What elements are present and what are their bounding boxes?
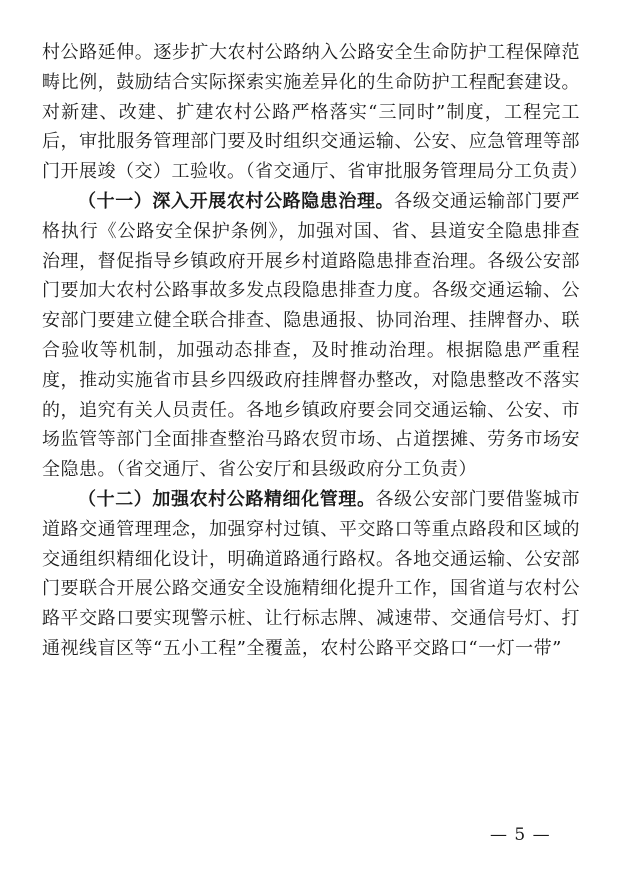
paragraph-text: 各级交通运输部门要严格执行《公路安全保护条例》，加强对国、省、县道安全隐患排查治理，督促指导乡镇政府开展乡村道路隐患排查治理。各级公安部门要加大农村公路事故多发点段隐患排查力度。各级交通运输、公安部门要建立健全联合排查、隐患通报、协同治理、挂牌督办、联合验收等机制，加强动态排查，及时推动治理。根据隐患严重程度，推动实施省市县乡四级政府挂牌督办整改，对隐患整改不落实的，追究有关人员责任。各地乡镇政府要会同交通运输、公安、市场监管等部门全面排查整治马路农贸市场、占道摆摊、劳务市场安全隐患。（省交通厅、省公安厅和县级政府分工负责） (42, 190, 581, 481)
paragraph-text: 各级公安部门要借鉴城市道路交通管理理念，加强穿村过镇、平交路口等重点路段和区域的交通组织精细化设计，明确道路通行路权。各地交通运输、公安部门要联合开展公路交通安全设施精细化提升工作，国省道与农村公路平交路口要实现警示桩、让行标志牌、减速带、交通信号灯、打通视线盲区等“五小工程”全覆盖，农村公路平交路口“一灯一带” (42, 488, 581, 659)
section-heading-11: （十一）深入开展农村公路隐患治理。 (78, 190, 395, 212)
paragraph-section-12 (42, 485, 580, 664)
paragraph-section-11 (42, 187, 580, 485)
page-number: — 5 — (490, 825, 551, 845)
paragraph-continuation (42, 38, 588, 187)
section-heading-12: （十二）加强农村公路精细化管理。 (78, 488, 376, 510)
paragraph-text: 村公路延伸。逐步扩大农村公路纳入公路安全生命防护工程保障范畴比例，鼓励结合实际探索实施差异化的生命防护工程配套建设。对新建、改建、扩建农村公路严格落实“三同时”制度，工程完工后，审批服务管理部门要及时组织交通运输、公安、应急管理等部门开展竣（交）工验收。（省交通厅、省审批服务管理局分工负责） (42, 42, 588, 183)
document-body (42, 38, 588, 664)
